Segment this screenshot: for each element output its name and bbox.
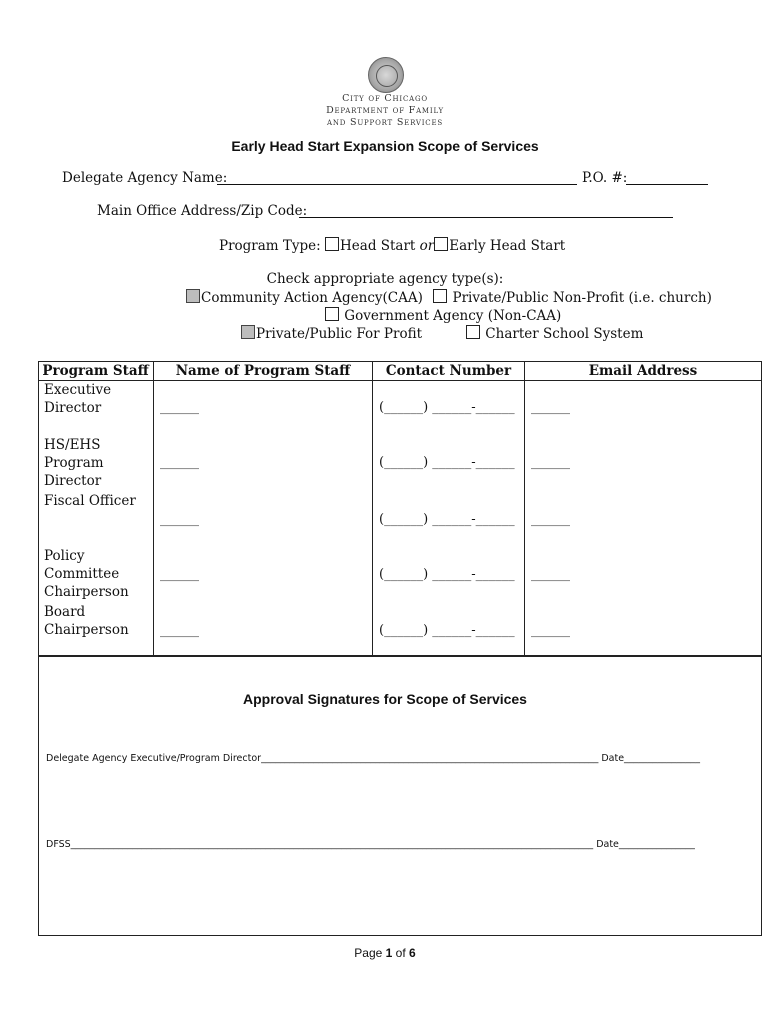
head-start-checkbox[interactable] <box>325 237 339 251</box>
phone-cell[interactable]: (______) ______-______ <box>373 603 525 655</box>
page-prefix: Page <box>354 946 386 960</box>
header-email: Email Address <box>588 362 698 379</box>
program-type-label: Program Type: <box>219 238 321 254</box>
email-cell[interactable]: ______ <box>531 455 570 470</box>
city-seal-icon <box>368 57 404 93</box>
nonprofit-label: Private/Public Non-Profit (i.e. church) <box>452 290 712 306</box>
email-cell[interactable]: ______ <box>531 400 570 415</box>
table-row <box>38 492 761 547</box>
page-number <box>0 946 770 960</box>
role-cell: Board Chairperson <box>38 603 154 655</box>
forprofit-checkbox[interactable] <box>241 325 255 339</box>
role-cell: Executive Director <box>38 380 154 436</box>
po-field[interactable] <box>626 170 708 185</box>
phone-cell[interactable]: (______) ______-______ <box>373 380 525 436</box>
email-cell[interactable]: ______ <box>531 623 570 638</box>
table-row <box>38 603 761 655</box>
agency-row-2 <box>325 307 561 324</box>
or-text: or <box>419 238 435 254</box>
government-label: Government Agency (Non-CAA) <box>344 308 562 324</box>
table-row <box>38 436 761 492</box>
caa-label: Community Action Agency(CAA) <box>201 290 423 306</box>
page-current: 1 <box>385 946 393 960</box>
table-row <box>38 380 761 436</box>
agency-row-3 <box>241 325 422 342</box>
role-cell: Policy Committee Chairperson <box>38 547 154 603</box>
government-checkbox[interactable] <box>325 307 339 321</box>
dfss-signature-line[interactable]: DFSS______________________________________________________________________________________________________________ Date________________ <box>46 839 695 850</box>
name-cell[interactable]: ______ <box>154 492 373 547</box>
delegate-agency-label: Delegate Agency Name: <box>62 170 228 186</box>
agency-type-prompt: Check appropriate agency type(s): <box>266 271 504 287</box>
role-cell: HS/EHS Program Director <box>38 436 154 492</box>
page-title: Early Head Start Expansion Scope of Services <box>231 138 539 154</box>
page-total: 6 <box>409 946 416 960</box>
early-head-start-label: Early Head Start <box>449 238 566 254</box>
email-cell[interactable]: ______ <box>531 512 570 527</box>
name-cell[interactable]: ______ <box>154 603 373 655</box>
nonprofit-checkbox[interactable] <box>433 289 447 303</box>
address-label: Main Office Address/Zip Code: <box>97 203 308 219</box>
charter-checkbox[interactable] <box>466 325 480 339</box>
head-start-label: Head Start <box>340 238 416 254</box>
caa-checkbox[interactable] <box>186 289 200 303</box>
name-cell[interactable]: ______ <box>154 436 373 492</box>
letterhead-line-2: Department of Family <box>326 105 444 116</box>
address-field[interactable] <box>299 203 673 218</box>
delegate-agency-field[interactable] <box>217 170 577 185</box>
name-cell[interactable]: ______ <box>154 380 373 436</box>
approval-heading: Approval Signatures for Scope of Services <box>243 691 527 707</box>
phone-cell[interactable]: (______) ______-______ <box>373 547 525 603</box>
table-header-row <box>38 361 761 380</box>
phone-cell[interactable]: (______) ______-______ <box>373 436 525 492</box>
early-head-start-checkbox[interactable] <box>434 237 448 251</box>
table-row <box>38 547 761 603</box>
header-name: Name of Program Staff <box>154 361 373 380</box>
agency-row-1 <box>186 289 712 306</box>
program-type-row <box>219 237 565 254</box>
po-label: P.O. #: <box>582 170 628 186</box>
agency-row-3b <box>466 325 643 342</box>
email-cell[interactable]: ______ <box>531 567 570 582</box>
staff-table <box>38 361 761 655</box>
header-contact: Contact Number <box>373 361 525 380</box>
role-cell: Fiscal Officer <box>38 492 154 547</box>
forprofit-label: Private/Public For Profit <box>256 326 422 342</box>
charter-label: Charter School System <box>485 326 644 342</box>
header-program-staff: Program Staff <box>38 361 154 380</box>
letterhead-line-3: and Support Services <box>327 117 443 128</box>
name-cell[interactable]: ______ <box>154 547 373 603</box>
phone-cell[interactable]: (______) ______-______ <box>373 492 525 547</box>
letterhead-line-1: City of Chicago <box>342 93 428 104</box>
delegate-signature-line[interactable]: Delegate Agency Executive/Program Director_______________________________________________________________________ Date________________ <box>46 753 701 764</box>
page-of: of <box>392 946 410 960</box>
